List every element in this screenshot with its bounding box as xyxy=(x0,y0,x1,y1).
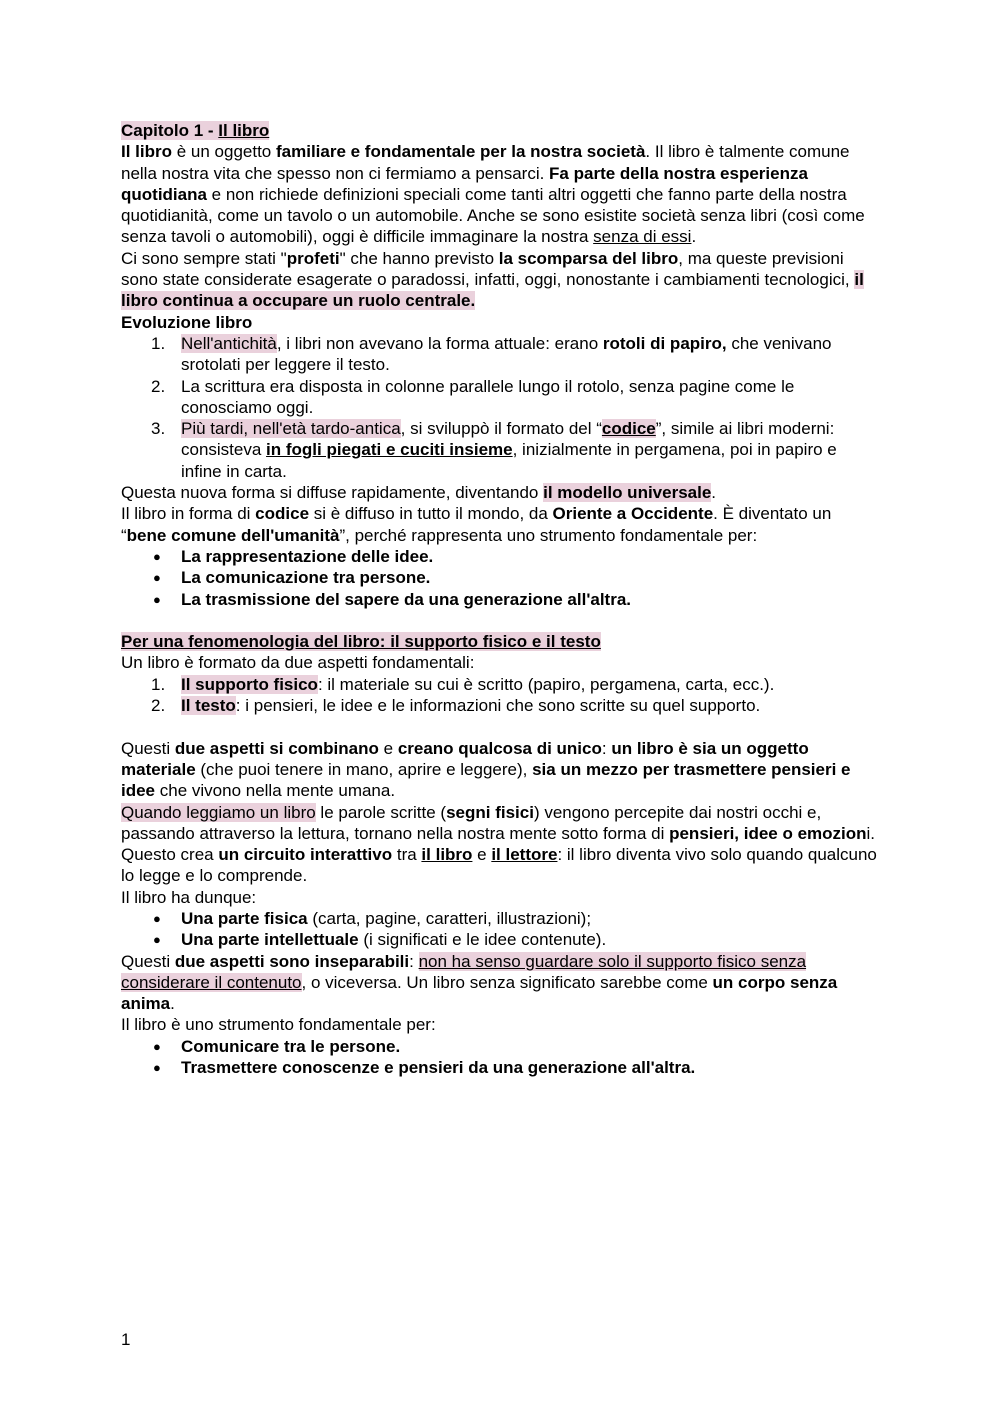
aspect2-s1: Il testo xyxy=(181,696,236,716)
reading-s2: le parole scritte ( xyxy=(315,802,447,822)
inseparable-paragraph xyxy=(121,951,881,1015)
aspect1-s2: : il materiale su cui è scritto (papiro, pergamena, carta, ecc.). xyxy=(317,674,775,694)
evolution-list xyxy=(121,333,881,482)
insep-s6: un corpo senza anima xyxy=(121,972,838,1014)
combine-s8: sia un mezzo per trasmettere pensieri e idee xyxy=(121,759,851,801)
evo2-text: La scrittura era disposta in colonne parallele lungo il rotolo, senza pagine come le conosciamo oggi. xyxy=(181,376,795,417)
codex-bullet-3: La trasmissione del sapere da una generazione all'altra. xyxy=(181,589,631,609)
codex-s2: codice xyxy=(255,504,310,524)
list-item xyxy=(181,589,881,610)
list-item xyxy=(181,908,881,929)
codex-bullet-1: La rappresentazione delle idee. xyxy=(181,546,434,566)
combine-s1: Questi xyxy=(121,738,175,758)
intro-s2: è un oggetto xyxy=(172,142,276,162)
codex-paragraph xyxy=(121,503,881,546)
intro-s4: . Il libro è talmente comune nella nostra vita che spesso non ci fermiamo a pensarci. xyxy=(121,142,850,183)
circuit-s1: Questo crea xyxy=(121,845,219,865)
evolution-item-3 xyxy=(181,418,881,482)
page-number: 1 xyxy=(121,1330,131,1349)
evo3-s5: in fogli piegati e cuciti insieme xyxy=(266,440,513,460)
aspect1-s1: Il supporto fisico xyxy=(181,674,318,694)
spacer xyxy=(121,610,881,631)
reading-s6: i. xyxy=(866,823,876,843)
circuit-paragraph xyxy=(121,844,881,887)
aspect-item-1 xyxy=(181,674,881,695)
evo1-s3: rotoli di papiro, xyxy=(602,333,727,353)
circuit-s3: tra xyxy=(392,845,422,865)
prophets-s2: profeti xyxy=(286,248,340,268)
intro-s6: e non richiede definizioni speciali come tanti altri oggetti che fanno parte della nostra quotidianità, come un tavolo o un automobile. Anche se sono esistite società senza libri (così come senza tavoli o automobili), oggi è difficile immaginare la nostra xyxy=(121,184,865,247)
evo3-s3: codice xyxy=(601,419,656,439)
evolution-heading xyxy=(121,312,881,333)
insep-s7: . xyxy=(170,994,175,1014)
list-item xyxy=(181,1057,881,1078)
section2-intro xyxy=(121,652,881,673)
section2-heading xyxy=(121,631,881,652)
circuit-s2: un circuito interattivo xyxy=(218,845,393,865)
tool-bullet-1: Comunicare tra le persone. xyxy=(181,1036,401,1056)
prophets-s5: , ma queste previsioni sono state considerate esagerate o paradossi, infatti, oggi, nonostante i cambiamenti tecnologici, xyxy=(121,248,855,290)
spread-paragraph xyxy=(121,482,881,503)
list-item xyxy=(181,567,881,588)
document-page xyxy=(121,120,881,1078)
combine-s6: un libro è sia un oggetto materiale xyxy=(121,738,809,779)
tool-bullets xyxy=(121,1036,881,1079)
parts-intro xyxy=(121,887,881,908)
spread-s2: il modello universale xyxy=(543,483,712,503)
combine-s5: : xyxy=(601,738,612,758)
insep-s3: : xyxy=(409,951,419,971)
prophets-s6: il libro continua a occupare un ruolo centrale. xyxy=(121,270,864,311)
aspect-item-2 xyxy=(181,695,881,716)
insep-s4: non ha senso guardare solo il supporto fisico senza considerare il contenuto xyxy=(121,951,807,992)
codex-bullet-2: La comunicazione tra persone. xyxy=(181,568,431,588)
circuit-s4: il libro xyxy=(421,845,473,865)
circuit-s5: e xyxy=(472,845,492,865)
prophets-s4: la scomparsa del libro xyxy=(498,248,679,268)
list-item xyxy=(181,546,881,567)
intro-paragraph xyxy=(121,141,881,247)
intro-s5: Fa parte della nostra esperienza quotidiana xyxy=(121,163,808,204)
parts-b1-s2: (carta, pagine, caratteri, illustrazioni); xyxy=(307,908,592,928)
section2-intro-text: Un libro è formato da due aspetti fondamentali: xyxy=(121,653,475,673)
prophets-s3: " che hanno previsto xyxy=(339,248,499,268)
evo3-s2: , si sviluppò il formato del “ xyxy=(400,419,602,439)
tool-intro-text: Il libro è uno strumento fondamentale per: xyxy=(121,1015,436,1035)
evolution-heading-text: Evoluzione libro xyxy=(121,312,253,332)
combine-s7: (che puoi tenere in mano, aprire e leggere), xyxy=(195,759,533,779)
aspects-list xyxy=(121,674,881,717)
evo3-s4: ”, simile ai libri moderni: consisteva xyxy=(181,419,835,460)
codex-s7: ”, perché rappresenta uno strumento fondamentale per: xyxy=(339,525,758,545)
chapter-title xyxy=(121,120,881,141)
list-item xyxy=(181,1036,881,1057)
circuit-s7: : il libro diventa vivo solo quando qualcuno lo legge e lo comprende. xyxy=(121,845,877,886)
codex-s4: Oriente a Occidente xyxy=(552,504,714,524)
tool-bullet-2: Trasmettere conoscenze e pensieri da una generazione all'altra. xyxy=(181,1058,696,1078)
evo1-s1: Nell'antichità xyxy=(181,333,277,353)
intro-s8: . xyxy=(691,227,697,247)
reading-s5: pensieri, idee o emozion xyxy=(669,823,867,843)
combine-s4: creano qualcosa di unico xyxy=(397,738,602,758)
combine-paragraph xyxy=(121,738,881,802)
spacer xyxy=(121,716,881,737)
parts-bullets xyxy=(121,908,881,951)
prophets-paragraph xyxy=(121,248,881,312)
combine-s2: due aspetti si combinano xyxy=(174,738,379,758)
evolution-item-2 xyxy=(181,376,881,419)
codex-s5: . È diventato un “ xyxy=(121,504,832,545)
codex-bullets xyxy=(121,546,881,610)
prophets-s1: Ci sono sempre stati " xyxy=(121,248,287,268)
spread-s3: . xyxy=(711,483,717,503)
section2-heading-text: Per una fenomenologia del libro: il supporto fisico e il testo xyxy=(121,632,601,652)
codex-s1: Il libro in forma di xyxy=(121,504,256,524)
codex-s6: bene comune dell'umanità xyxy=(126,525,340,545)
evo1-s4: che venivano srotolati per leggere il testo. xyxy=(181,333,832,375)
parts-b2-s1: Una parte intellettuale xyxy=(181,930,359,950)
circuit-s6: il lettore xyxy=(491,845,558,865)
spread-s1: Questa nuova forma si diffuse rapidamente, diventando xyxy=(121,483,544,503)
reading-s4: ) vengono percepite dai nostri occhi e, passando attraverso la lettura, tornano nella nostra mente sotto forma di xyxy=(121,802,822,843)
intro-s3: familiare e fondamentale per la nostra società xyxy=(275,142,646,162)
aspect2-s2: : i pensieri, le idee e le informazioni che sono scritte su quel supporto. xyxy=(235,696,761,716)
evolution-item-1 xyxy=(181,333,881,376)
evo1-s2: , i libri non avevano la forma attuale: erano xyxy=(276,333,603,353)
insep-s1: Questi xyxy=(121,951,175,971)
parts-b2-s2: (i significati e le idee contenute). xyxy=(358,930,607,950)
parts-b1-s1: Una parte fisica xyxy=(181,908,308,928)
combine-s3: e xyxy=(378,738,398,758)
combine-s9: che vivono nella mente umana. xyxy=(155,781,396,801)
reading-paragraph xyxy=(121,802,881,845)
chapter-title-prefix: Capitolo 1 - xyxy=(121,121,219,140)
reading-s3: segni fisici xyxy=(446,802,534,822)
intro-s1: Il libro xyxy=(121,142,172,162)
codex-s3: si è diffuso in tutto il mondo, da xyxy=(309,504,553,524)
insep-s2: due aspetti sono inseparabili xyxy=(174,951,410,971)
tool-intro xyxy=(121,1014,881,1035)
evo3-s6: , inizialmente in pergamena, poi in papiro e infine in carta. xyxy=(181,440,837,481)
chapter-title-main: Il libro xyxy=(218,121,270,140)
evo3-s1: Più tardi, nell'età tardo-antica xyxy=(181,419,401,439)
intro-s7: senza di essi xyxy=(593,227,692,247)
parts-intro-text: Il libro ha dunque: xyxy=(121,887,257,907)
list-item xyxy=(181,929,881,950)
insep-s5: , o viceversa. Un libro senza significato sarebbe come xyxy=(301,972,713,992)
reading-s1: Quando leggiamo un libro xyxy=(121,802,316,822)
